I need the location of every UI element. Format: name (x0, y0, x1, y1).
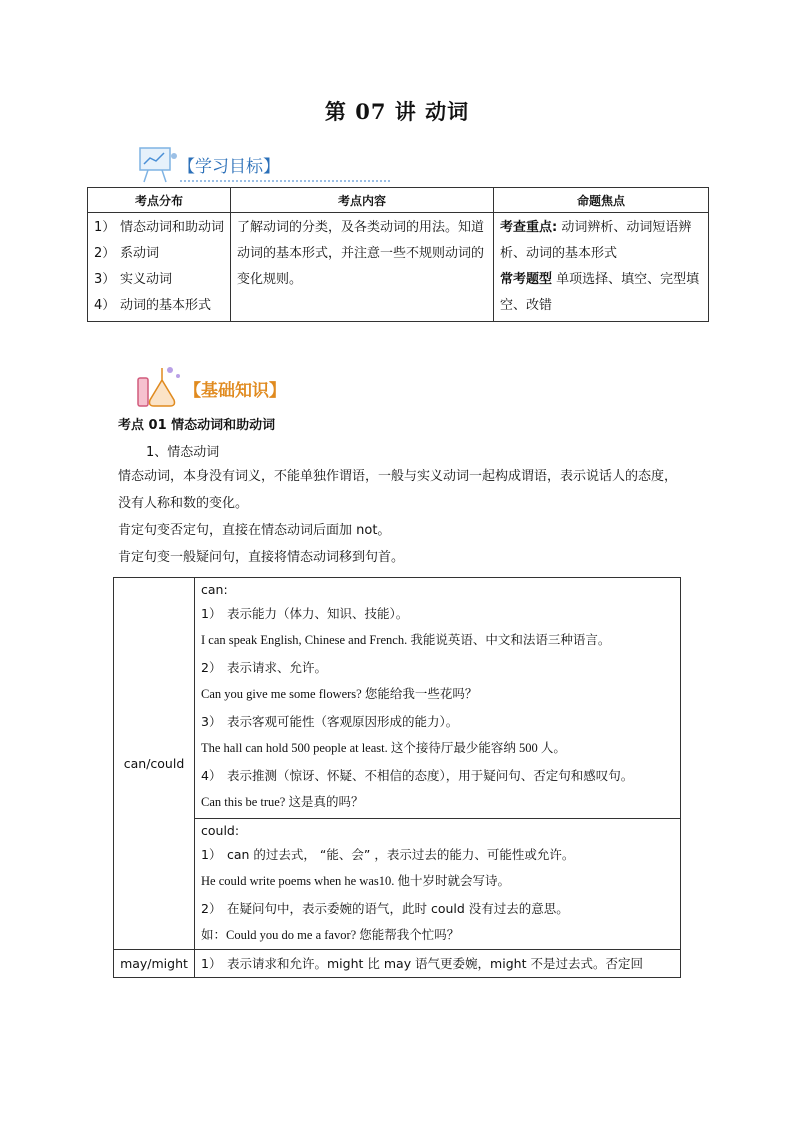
list-text: 表示请求和允许。might 比 may 语气更委婉，might 不是过去式。否定回 (227, 956, 643, 971)
table-header: 命题焦点 (494, 188, 709, 213)
list-number: 1） (201, 956, 222, 971)
list-number: 3） (201, 714, 222, 729)
list-number: 1） (94, 220, 116, 235)
list-text: can 的过去式， “能、会” ，表示过去的能力、可能性或允许。 (227, 847, 575, 862)
list-item (201, 950, 674, 977)
list-number: 4） (201, 768, 222, 783)
list-item (201, 841, 674, 868)
focus-key-text: 动词辨析、动词短语辨析、动词的基本形式 (500, 220, 692, 261)
list-number: 1） (201, 847, 222, 862)
list-number: 2） (201, 660, 222, 675)
cell-heading: can: (201, 582, 228, 597)
list-item (201, 708, 674, 735)
banner-divider (180, 180, 390, 182)
section-heading: 考点 01 情态动词和助动词 (118, 418, 276, 433)
example-sentence: Can you give me some flowers? 您能给我一些花吗？ (201, 687, 478, 701)
list-text: 系动词 (120, 246, 160, 261)
list-number: 3） (94, 272, 116, 287)
table-row (88, 213, 709, 322)
list-text: 实义动词 (120, 272, 173, 287)
list-item (201, 895, 674, 922)
list-number: 4） (94, 298, 116, 313)
list-item (94, 267, 224, 293)
subsection-heading: 1、情态动词 (146, 445, 220, 460)
list-number: 2） (94, 246, 116, 261)
paragraph: 肯定句变一般疑问句，直接将情态动词移到句首。 (118, 550, 405, 565)
table-header: 考点内容 (231, 188, 494, 213)
focus-type (500, 267, 702, 319)
example-sentence: 如：Could you do me a favor? 您能帮我个忙吗？ (201, 928, 460, 942)
list-text: 情态动词和助动词 (120, 220, 225, 235)
content-cell: 了解动词的分类，及各类动词的用法。知道动词的基本形式，并注意一些不规则动词的变化规则。 (231, 213, 494, 322)
list-text: 表示能力（体力、知识、技能）。 (227, 606, 409, 621)
example-sentence: He could write poems when he was10. 他十岁时就会写诗。 (201, 874, 510, 888)
list-item (94, 241, 224, 267)
list-item (94, 215, 224, 241)
banner-label: 【基础知识】 (184, 381, 286, 401)
focus-key-label: 考查重点: (500, 220, 558, 235)
may-cell (195, 950, 681, 978)
page-title: 第 07 讲 动词 (324, 99, 470, 124)
table-row (114, 819, 681, 950)
modal-verbs-table (113, 577, 681, 978)
list-item (94, 293, 224, 319)
list-text: 表示客观可能性（客观原因形成的能力）。 (227, 714, 459, 729)
list-text: 表示请求、允许。 (227, 660, 328, 675)
can-cell (195, 578, 681, 819)
list-item (201, 762, 674, 789)
presentation-board-icon (134, 144, 180, 184)
table-row (114, 578, 681, 819)
could-cell (195, 819, 681, 950)
focus-type-text: 单项选择、填空、完型填空、改错 (500, 272, 700, 313)
list-text: 表示推测（惊讶、怀疑、不相信的态度），用于疑问句、否定句和感叹句。 (227, 768, 634, 783)
focus-key (500, 215, 702, 267)
table-row (114, 950, 681, 978)
focus-cell (494, 213, 709, 322)
row-label-can-could: can/could (114, 578, 195, 950)
example-sentence: Can this be true? 这是真的吗？ (201, 795, 364, 809)
list-text: 在疑问句中，表示委婉的语气，此时 could 没有过去的意思。 (227, 901, 569, 916)
basic-knowledge-banner (134, 362, 404, 408)
list-number: 1） (201, 606, 222, 621)
table-header: 考点分布 (88, 188, 231, 213)
paragraph: 肯定句变否定句，直接在情态动词后面加 not。 (118, 523, 391, 538)
example-sentence: The hall can hold 500 people at least. 这个接待厅最少能容纳 500 人。 (201, 741, 566, 755)
flask-icon (134, 362, 184, 408)
focus-type-label: 常考题型 (500, 272, 553, 287)
banner-label: 【学习目标】 (178, 157, 280, 177)
learning-objectives-banner (134, 144, 404, 184)
table-header-row (88, 188, 709, 213)
list-item (201, 600, 674, 627)
distribution-cell (88, 213, 231, 322)
row-label-may-might: may/might (114, 950, 195, 978)
list-item (201, 654, 674, 681)
paragraph: 情态动词，本身没有词义，不能单独作谓语，一般与实义动词一起构成谓语，表示说话人的态度，没有人称和数的变化。 (118, 469, 678, 511)
objectives-table (87, 187, 709, 322)
list-text: 动词的基本形式 (120, 298, 212, 313)
example-sentence: I can speak English, Chinese and French. 我能说英语、中文和法语三种语言。 (201, 633, 611, 647)
cell-heading: could: (201, 823, 240, 838)
list-number: 2） (201, 901, 222, 916)
